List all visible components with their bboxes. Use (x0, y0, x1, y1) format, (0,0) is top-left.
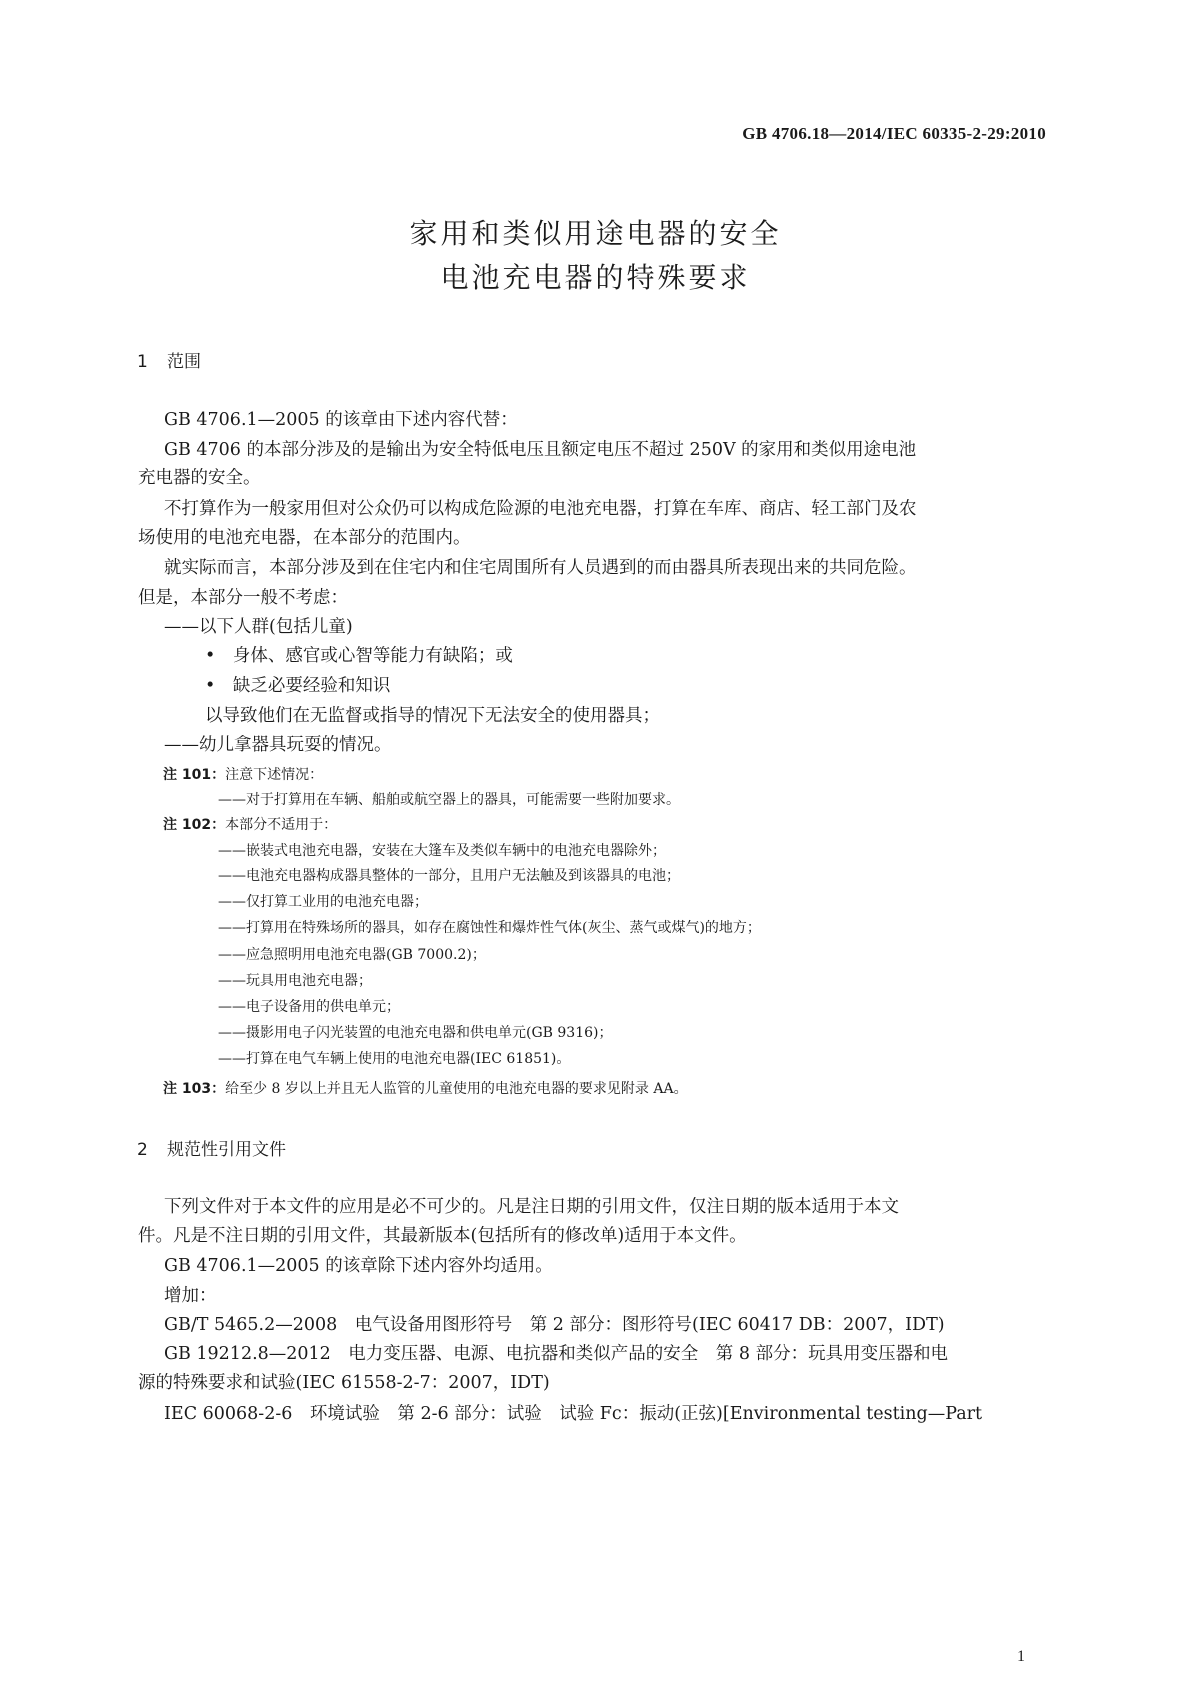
bullet-item: • 缺乏必要经验和知识 (205, 676, 391, 696)
paragraph-line: GB 4706.1—2005 的该章由下述内容代替： (164, 410, 518, 430)
note-103 (163, 1078, 688, 1098)
list-dash-item: ——幼儿拿器具玩耍的情况。 (164, 735, 392, 755)
note-item: ——应急照明用电池充电器(GB 7000.2)； (218, 947, 486, 963)
page-number: 1 (1017, 1648, 1025, 1665)
reference-entry: IEC 60068-2-6 环境试验 第 2-6 部分：试验 试验 Fc：振动(正弦)[Environmental testing—Part (164, 1404, 983, 1424)
list-dash-item: ——以下人群(包括儿童) (164, 617, 353, 637)
reference-entry: GB 19212.8—2012 电力变压器、电源、电抗器和类似产品的安全 第 8 部分：玩具用变压器和电 (164, 1344, 949, 1364)
paragraph-line: 不打算作为一般家用但对公众仍可以构成危险源的电池充电器，打算在车库、商店、轻工部门及农 (164, 499, 917, 519)
paragraph-line: GB 4706 的本部分涉及的是输出为安全特低电压且额定电压不超过 250V 的家用和类似用途电池 (164, 440, 917, 460)
note-item: ——电子设备用的供电单元； (218, 999, 400, 1015)
note-text: 注意下述情况： (225, 767, 324, 783)
note-102 (163, 814, 337, 834)
note-text: 本部分不适用于： (225, 817, 338, 833)
note-item: ——对于打算用在车辆、船舶或航空器上的器具，可能需要一些附加要求。 (218, 792, 680, 808)
note-item: ——仅打算工业用的电池充电器； (218, 894, 428, 910)
paragraph-line: 充电器的安全。 (138, 468, 261, 488)
paragraph-line: 就实际而言，本部分涉及到在住宅内和住宅周围所有人员遇到的而由器具所表现出来的共同危险。 (164, 558, 917, 578)
paragraph-line: 增加： (164, 1286, 217, 1306)
paragraph-line: 下列文件对于本文件的应用是必不可少的。凡是注日期的引用文件，仅注日期的版本适用于本文 (164, 1197, 899, 1217)
paragraph-line: 但是，本部分一般不考虑： (138, 588, 348, 608)
section-number: 2 (137, 1140, 148, 1160)
paragraph-line: 以导致他们在无监督或指导的情况下无法安全的使用器具； (205, 706, 660, 726)
section-title: 规范性引用文件 (167, 1140, 286, 1160)
note-101 (163, 764, 323, 784)
note-item: ——玩具用电池充电器； (218, 973, 372, 989)
note-item: ——打算在电气车辆上使用的电池充电器(IEC 61851)。 (218, 1051, 571, 1067)
note-item: ——打算用在特殊场所的器具，如存在腐蚀性和爆炸性气体(灰尘、蒸气或煤气)的地方； (218, 920, 761, 936)
paragraph-line: 场使用的电池充电器，在本部分的范围内。 (138, 528, 471, 548)
section-number: 1 (137, 352, 148, 372)
note-label: 注 103： (163, 1081, 226, 1097)
note-text: 给至少 8 岁以上并且无人监管的儿童使用的电池充电器的要求见附录 AA。 (225, 1081, 688, 1097)
note-item: ——摄影用电子闪光装置的电池充电器和供电单元(GB 9316)； (218, 1025, 613, 1041)
paragraph-line: 件。凡是不注日期的引用文件，其最新版本(包括所有的修改单)适用于本文件。 (138, 1226, 747, 1246)
bullet-item: • 身体、感官或心智等能力有缺陷；或 (205, 646, 513, 666)
title-line-1: 家用和类似用途电器的安全 (409, 217, 782, 250)
title-line-2: 电池充电器的特殊要求 (440, 261, 751, 294)
note-item: ——嵌装式电池充电器，安装在大篷车及类似车辆中的电池充电器除外； (218, 843, 666, 859)
note-item: ——电池充电器构成器具整体的一部分，且用户无法触及到该器具的电池； (218, 868, 680, 884)
note-label: 注 102： (163, 817, 226, 833)
section-title: 范围 (167, 352, 201, 372)
reference-entry: GB/T 5465.2—2008 电气设备用图形符号 第 2 部分：图形符号(IEC 60417 DB：2007，IDT) (164, 1315, 945, 1335)
section-2-heading (137, 1135, 286, 1160)
section-1-heading (137, 347, 201, 372)
note-label: 注 101： (163, 767, 226, 783)
document-number: GB 4706.18—2014/IEC 60335-2-29:2010 (742, 124, 1046, 143)
paragraph-line: GB 4706.1—2005 的该章除下述内容外均适用。 (164, 1256, 553, 1276)
reference-entry: 源的特殊要求和试验(IEC 61558-2-7：2007，IDT) (138, 1373, 550, 1393)
